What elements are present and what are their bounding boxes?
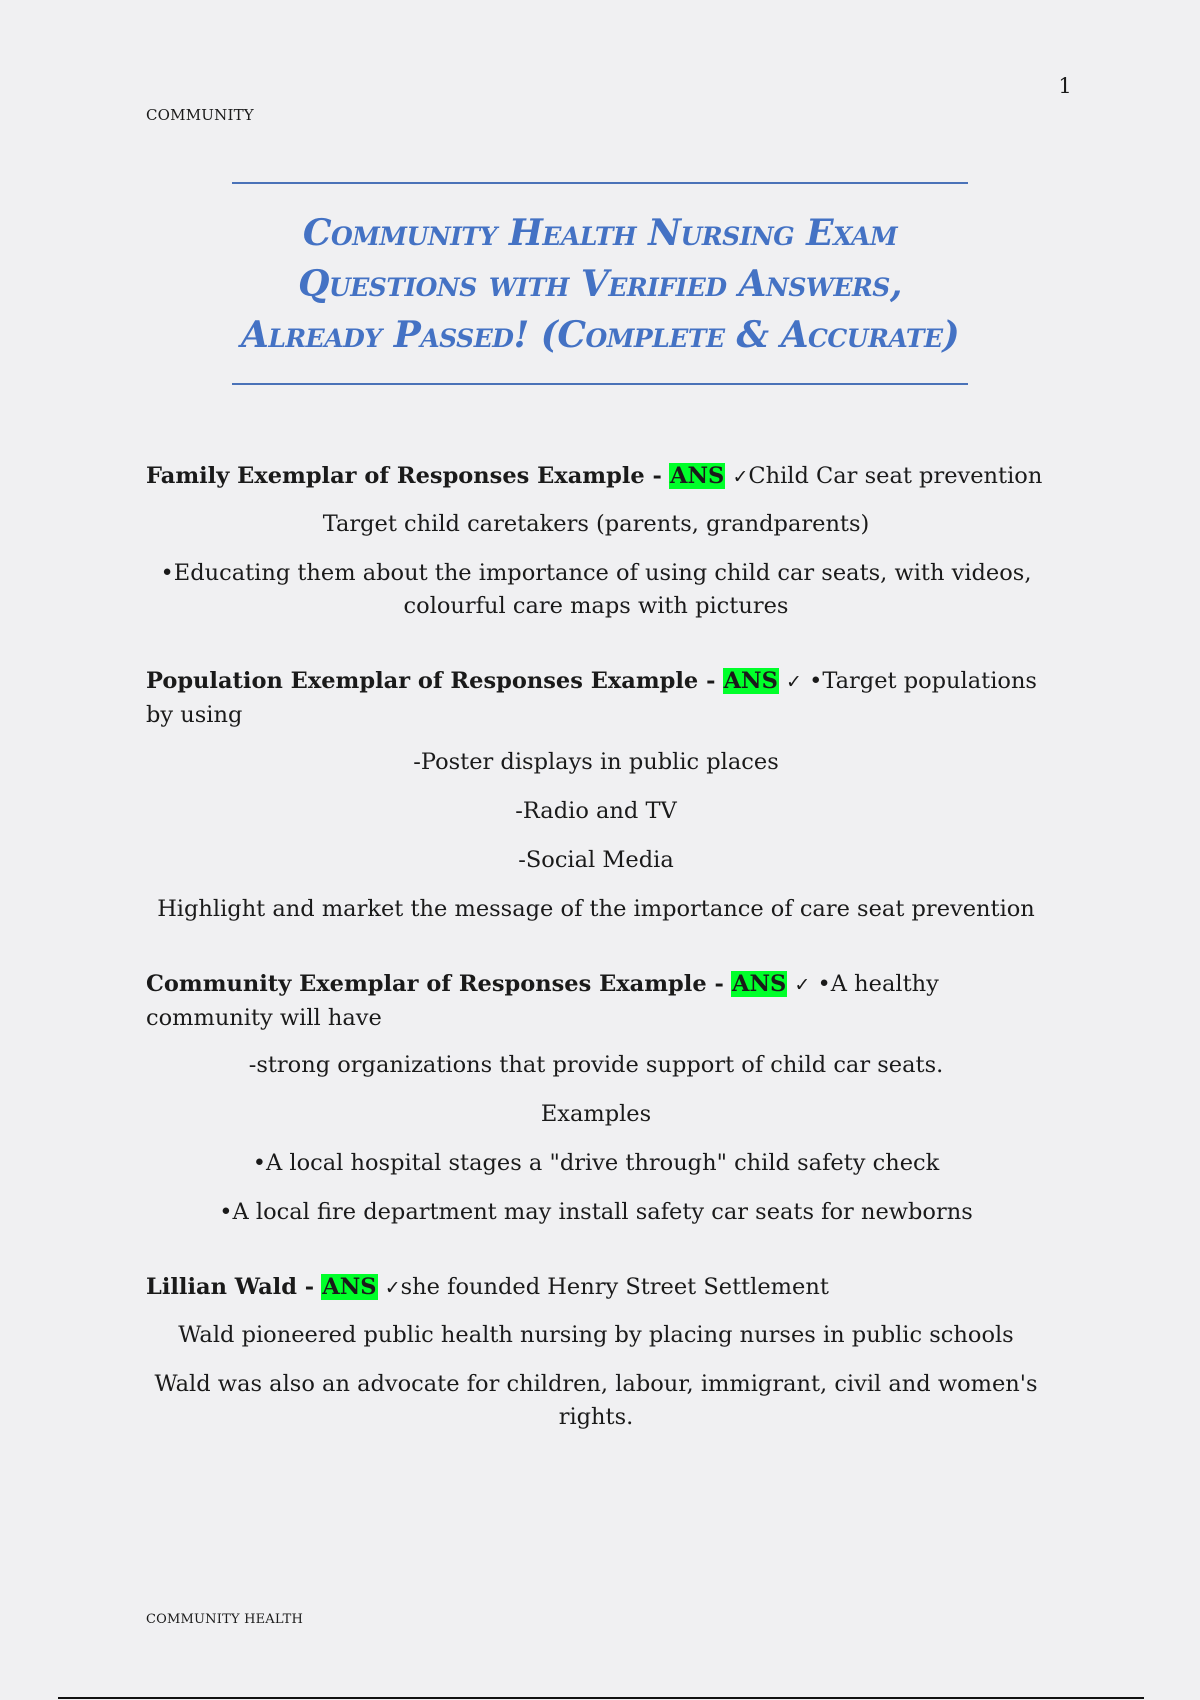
answer-detail: -Social Media <box>518 847 674 873</box>
qa-list <box>146 460 1046 1476</box>
answer-detail: •A local fire department may install safety car seats for newborns <box>219 1199 973 1225</box>
answer-start: •A healthy community will have <box>146 971 939 1031</box>
question-line <box>146 460 1046 494</box>
question-label: Lillian Wald - <box>146 1274 315 1300</box>
running-footer: COMMUNITY HEALTH <box>146 1612 304 1627</box>
check-icon: ✓ <box>732 466 749 488</box>
question-label: Family Exemplar of Responses Example - <box>146 463 662 489</box>
document-title <box>232 182 968 385</box>
ans-badge: ANS <box>670 463 725 489</box>
answer-detail: Wald was also an advocate for children, labour, immigrant, civil and women's rights. <box>154 1371 1038 1430</box>
question-line <box>146 1271 1046 1305</box>
answer-detail: Target child caretakers (parents, grandparents) <box>322 511 870 537</box>
answer-start: Child Car seat prevention <box>748 463 1043 489</box>
question-label: Community Exemplar of Responses Example - <box>146 971 724 997</box>
title-line: Questions with Verified Answers, <box>298 263 902 305</box>
ans-badge: ANS <box>731 971 787 997</box>
check-icon: ✓ <box>794 974 811 996</box>
answer-start: she founded Henry Street Settlement <box>400 1274 829 1300</box>
qa-item <box>146 665 1046 926</box>
answer-detail: -Radio and TV <box>515 798 677 824</box>
title-line: Already Passed! (Complete & Accurate) <box>240 314 960 356</box>
answer-start: •Target populations by using <box>146 668 1037 728</box>
qa-item <box>146 460 1046 623</box>
answer-detail: -Poster displays in public places <box>413 749 779 775</box>
answer-detail: •Educating them about the importance of using child car seats, with videos, colourful care maps with pictures <box>160 560 1032 619</box>
answer-detail: Examples <box>540 1101 652 1127</box>
answer-detail: •A local hospital stages a "drive through" child safety check <box>252 1150 940 1176</box>
question-line <box>146 665 1046 732</box>
qa-item <box>146 1271 1046 1434</box>
answer-detail: Wald pioneered public health nursing by placing nurses in public schools <box>178 1322 1014 1348</box>
ans-badge: ANS <box>322 1274 377 1300</box>
page-number: 1 <box>1058 74 1072 98</box>
ans-badge: ANS <box>723 668 778 694</box>
title-line: Community Health Nursing Exam <box>302 212 898 254</box>
check-icon: ✓ <box>786 671 802 693</box>
qa-item <box>146 968 1046 1229</box>
answer-detail: Highlight and market the message of the importance of care seat prevention <box>157 896 1035 922</box>
running-header: COMMUNITY <box>146 106 254 124</box>
question-line <box>146 968 1046 1035</box>
answer-detail: -strong organizations that provide support of child car seats. <box>248 1052 944 1078</box>
check-icon: ✓ <box>384 1277 401 1299</box>
page-bottom-rule <box>58 1697 1144 1699</box>
question-label: Population Exemplar of Responses Example - <box>146 668 716 694</box>
